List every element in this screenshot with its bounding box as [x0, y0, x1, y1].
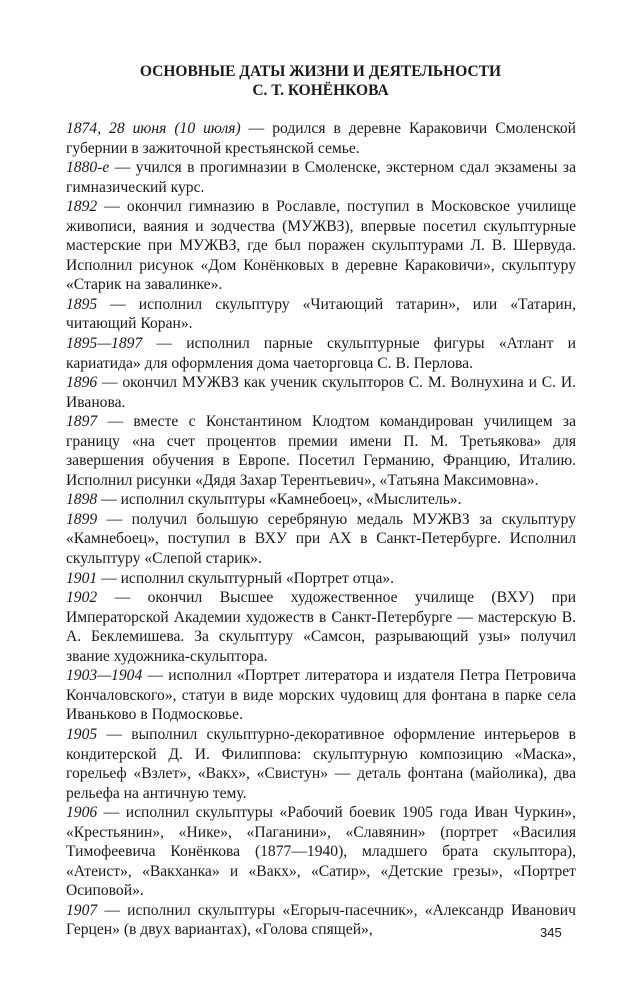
chronology-entry [66, 901, 576, 940]
chronology-entry [66, 158, 576, 197]
chronology-entry [66, 490, 576, 510]
chronology-entry [66, 197, 576, 295]
entry-text: — получил большую серебряную медаль МУЖВЗ за скульптуру «Камнебоец», поступил в ВХУ при АХ в Санкт-Петербурге. Исполнил скульптуру «Слепой старик». [66, 510, 576, 568]
chronology-entry [66, 510, 576, 569]
entry-text: — исполнил «Портрет литератора и издателя Петра Петровича Кончаловского», статуи в виде морских чудовищ для фонтана в парке села Иваньково в Подмосковье. [66, 667, 576, 724]
chronology-entry [66, 119, 576, 158]
title-line-2: С. Т. КОНЁНКОВА [252, 82, 389, 99]
entry-text: — выполнил скульптурно-декоративное оформление интерьеров в кондитерской Д. И. Филиппова: скульптурную композицию «Маска», горельеф «Взлет», «Вакх», «Свистун» — деталь фонтана (майолика), два рельефа на античную тему. [66, 725, 576, 802]
page-title [62, 62, 579, 100]
entry-date: 1907 [66, 901, 98, 919]
entry-text: — учился в прогимназии в Смоленске, экстерном сдал экзамены за гимназический курс. [66, 159, 576, 196]
chronology-entry [66, 295, 576, 334]
entry-text: — исполнил скульптуры «Камнебоец», «Мыслитель». [97, 491, 462, 509]
entry-date: 1903—1904 [66, 667, 143, 685]
chronology-entry [66, 334, 576, 373]
entry-text: — окончил гимназию в Рославле, поступил в Московское училище живописи, ваяния и зодчества (МУЖВЗ), впервые посетил скульптурные мастерские при МУЖВЗ, где был поражен скульптурами Л. В. Шервуда. Исполнил рисунок «Дом Конёнковых в деревне Караковичи», скульптуру «Старик на завалинке». [66, 198, 576, 294]
entry-text: — окончил Высшее художественное училище (ВХУ) при Императорской Академии художеств в Санкт-Петербурге — мастерскую В. А. Беклемишева. За скульптуру «Самсон, разрывающий узы» получил звание художника-скульптора. [66, 589, 576, 665]
entry-text: — исполнил скульптурный «Портрет отца». [97, 569, 395, 587]
chronology-list [66, 119, 576, 940]
entry-date: 1896 [66, 374, 98, 392]
entry-date: 1898 [66, 491, 98, 509]
entry-date: 1899 [66, 510, 98, 528]
entry-text: — исполнил скульптуры «Егорыч-пасечник», «Александр Иванович Герцен» (в двух вариантах), «Голова спящей», [66, 901, 576, 939]
entry-date: 1902 [66, 589, 98, 607]
entry-text: — исполнил парные скульптурные фигуры «Атлант и кариатида» для оформления дома чаеторговца С. В. Перлова. [66, 335, 576, 372]
entry-date: 1895 [66, 295, 98, 313]
chronology-entry [66, 725, 576, 803]
chronology-entry [66, 373, 576, 412]
page-number: 345 [540, 925, 562, 940]
entry-date: 1901 [66, 569, 98, 587]
entry-text: — исполнил скульптуру «Читающий татарин», или «Татарин, читающий Коран». [66, 295, 576, 333]
entry-date: 1874, 28 июня (10 июля) [66, 120, 241, 137]
chronology-entry [66, 569, 576, 589]
entry-date: 1897 [66, 413, 98, 431]
chronology-entry [66, 412, 576, 490]
entry-date: 1905 [66, 725, 98, 743]
chronology-entry [66, 803, 576, 901]
entry-date: 1906 [66, 804, 98, 822]
title-line-1: ОСНОВНЫЕ ДАТЫ ЖИЗНИ И ДЕЯТЕЛЬНОСТИ [139, 63, 502, 80]
chronology-entry [66, 588, 576, 666]
entry-text: — окончил МУЖВЗ как ученик скульпторов С. М. Волнухина и С. И. Иванова. [66, 374, 576, 411]
entry-text: — родился в деревне Караковичи Смоленской губернии в зажиточной крестьянской семье. [66, 120, 576, 157]
entry-date: 1880-е [66, 159, 110, 177]
entry-date: 1895—1897 [66, 335, 143, 353]
chronology-entry [66, 666, 576, 725]
entry-text: — вместе с Константином Клодтом командирован училищем за границу «на счет процентов премии имени П. М. Третьякова» для завершения обучения в Европе. Посетил Германию, Францию, Италию. Исполнил рисунки «Дядя Захар Терентьевич», «Татьяна Максимовна». [66, 413, 576, 489]
entry-text: — исполнил скульптуры «Рабочий боевик 1905 года Иван Чуркин», «Крестьянин», «Нике», «Паганини», «Славянин» (портрет «Василия Тимофеевича Конёнкова (1877—1940), младшего брата скульптора), «Атеист», «Вакханка» и «Вакх», «Сатир», «Детские грезы», «Портрет Осиповой». [66, 804, 576, 900]
entry-date: 1892 [66, 198, 98, 216]
